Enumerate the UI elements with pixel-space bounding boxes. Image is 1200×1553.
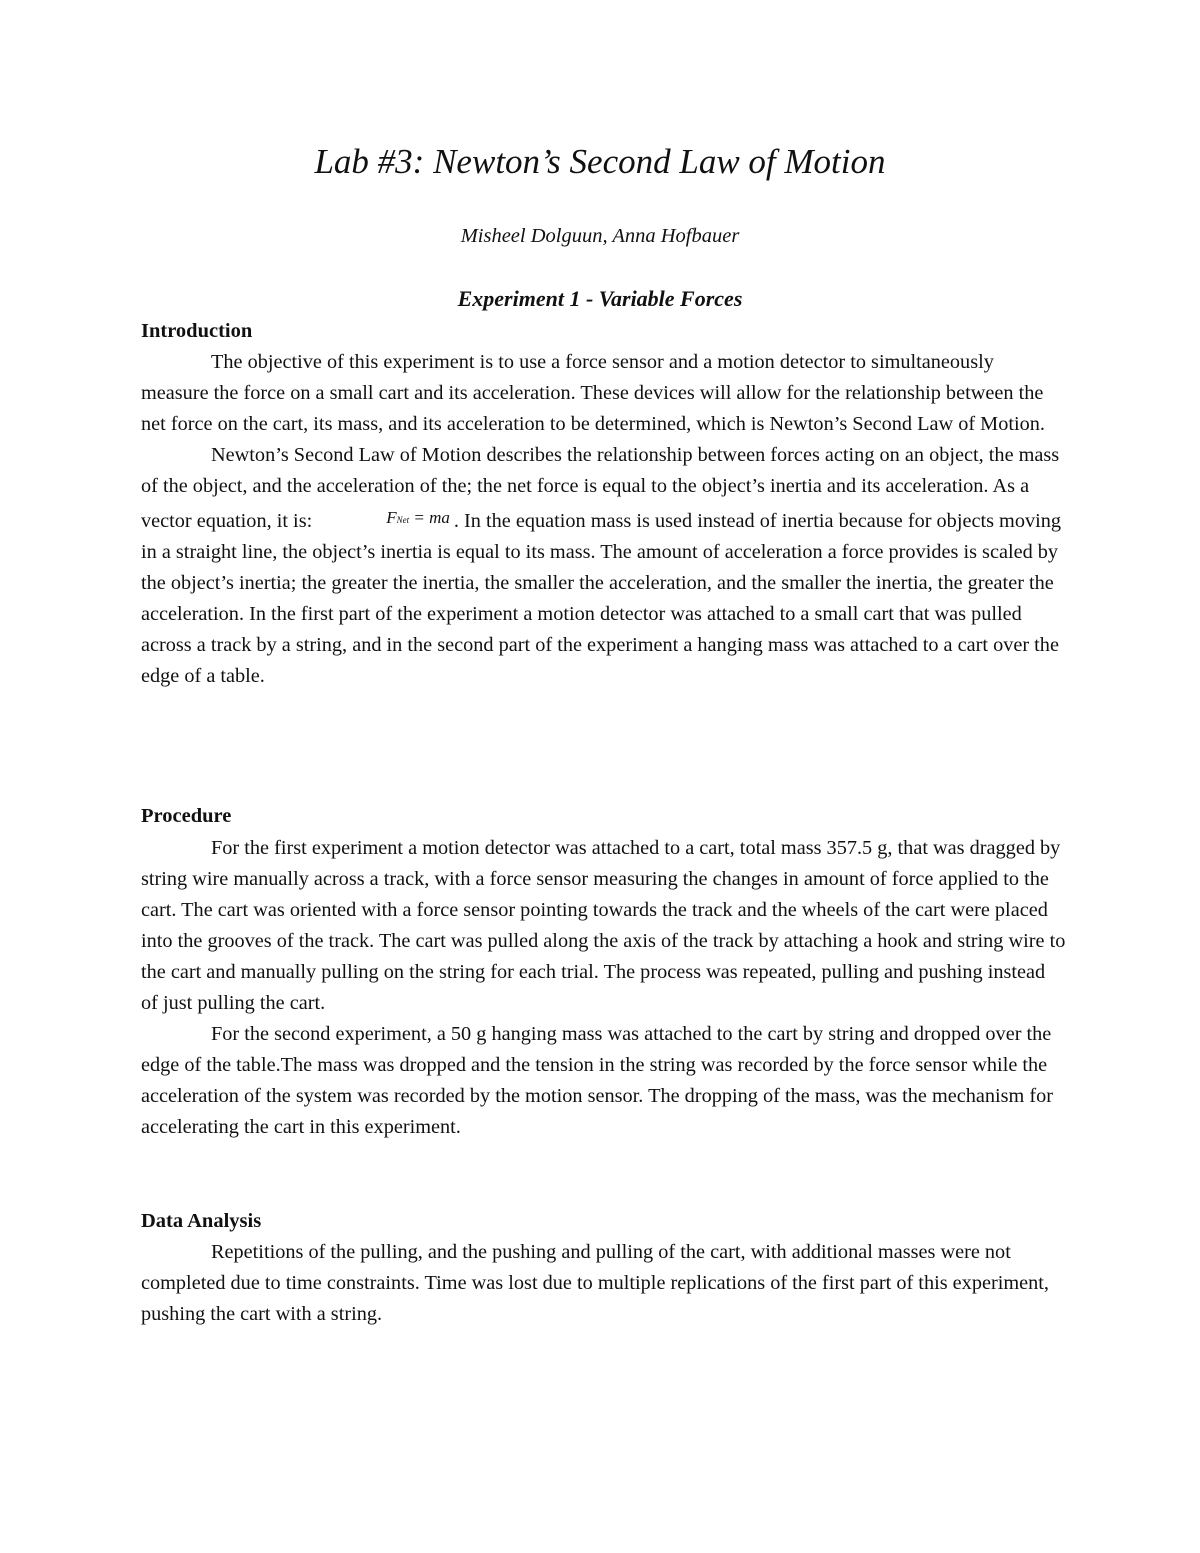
data-analysis-paragraph-1: Repetitions of the pulling, and the pushing and pulling of the cart, with additional masses were not completed due to time constraints. Time was lost due to multiple replications of the first part of this experiment, pushing the cart with a string.: [141, 1241, 1049, 1325]
experiment-title: Experiment 1 - Variable Forces: [457, 286, 743, 311]
introduction-paragraph-2-rest: . In the equation mass is used instead of inertia because for objects moving in a straight line, the object’s inertia is equal to its mass. The amount of acceleration a force provides is scaled by the object’s inertia; the greater the inertia, the smaller the acceleration, and the smaller the inertia, the greater the acceleration. In the first part of the experiment a motion detector was attached to a small cart that was pulled across a track by a string, and in the second part of the experiment a hanging mass was attached to a cart over the edge of a table.: [141, 510, 1062, 687]
equation-force-symbol: F: [386, 508, 397, 527]
page-title: Lab #3: Newton’s Second Law of Motion: [314, 142, 886, 181]
newton-second-law-equation: [316, 502, 450, 536]
procedure-paragraph-2: For the second experiment, a 50 g hanging mass was attached to the cart by string and dropped over the edge of the table.The mass was dropped and the tension in the string was recorded by the force sensor while the acceleration of the system was recorded by the motion sensor. The dropping of the mass, was the mechanism for accelerating the cart in this experiment.: [141, 1023, 1054, 1138]
introduction-paragraph-2-lead: Newton’s Second Law of Motion describes the relationship between forces acting on an object, the mass of the object, and the acceleration of the; the net force is equal to the object’s inertia and its acceleration. As a vector equation, it is:: [141, 444, 1060, 532]
introduction-paragraph-2: [141, 440, 1066, 692]
introduction-paragraph-1: The objective of this experiment is to use a force sensor and a motion detector to simultaneously measure the force on a small cart and its acceleration. These devices will allow for the relationship between the net force on the cart, its mass, and its acceleration to be determined, which is Newton’s Second Law of Motion.: [141, 351, 1045, 435]
data-analysis-section: [141, 1237, 1066, 1330]
data-analysis-heading: Data Analysis: [141, 1210, 262, 1232]
introduction-section: [141, 347, 1066, 692]
procedure-paragraph-1: For the first experiment a motion detector was attached to a cart, total mass 357.5 g, that was dragged by string wire manually across a track, with a force sensor measuring the changes in amount of force applied to the cart. The cart was oriented with a force sensor pointing towards the track and the wheels of the cart were placed into the grooves of the track. The cart was pulled along the axis of the track by attaching a hook and string wire to the cart and manually pulling on the string for each trial. The process was repeated, pulling and pushing instead of just pulling the cart.: [141, 837, 1066, 1014]
procedure-heading: Procedure: [141, 805, 232, 827]
procedure-section: [141, 833, 1066, 1143]
introduction-heading: Introduction: [141, 320, 253, 342]
equation-subscript: Net: [396, 515, 410, 525]
equation-rhs: = ma: [409, 508, 450, 527]
authors-line: Misheel Dolguun, Anna Hofbauer: [460, 225, 740, 247]
